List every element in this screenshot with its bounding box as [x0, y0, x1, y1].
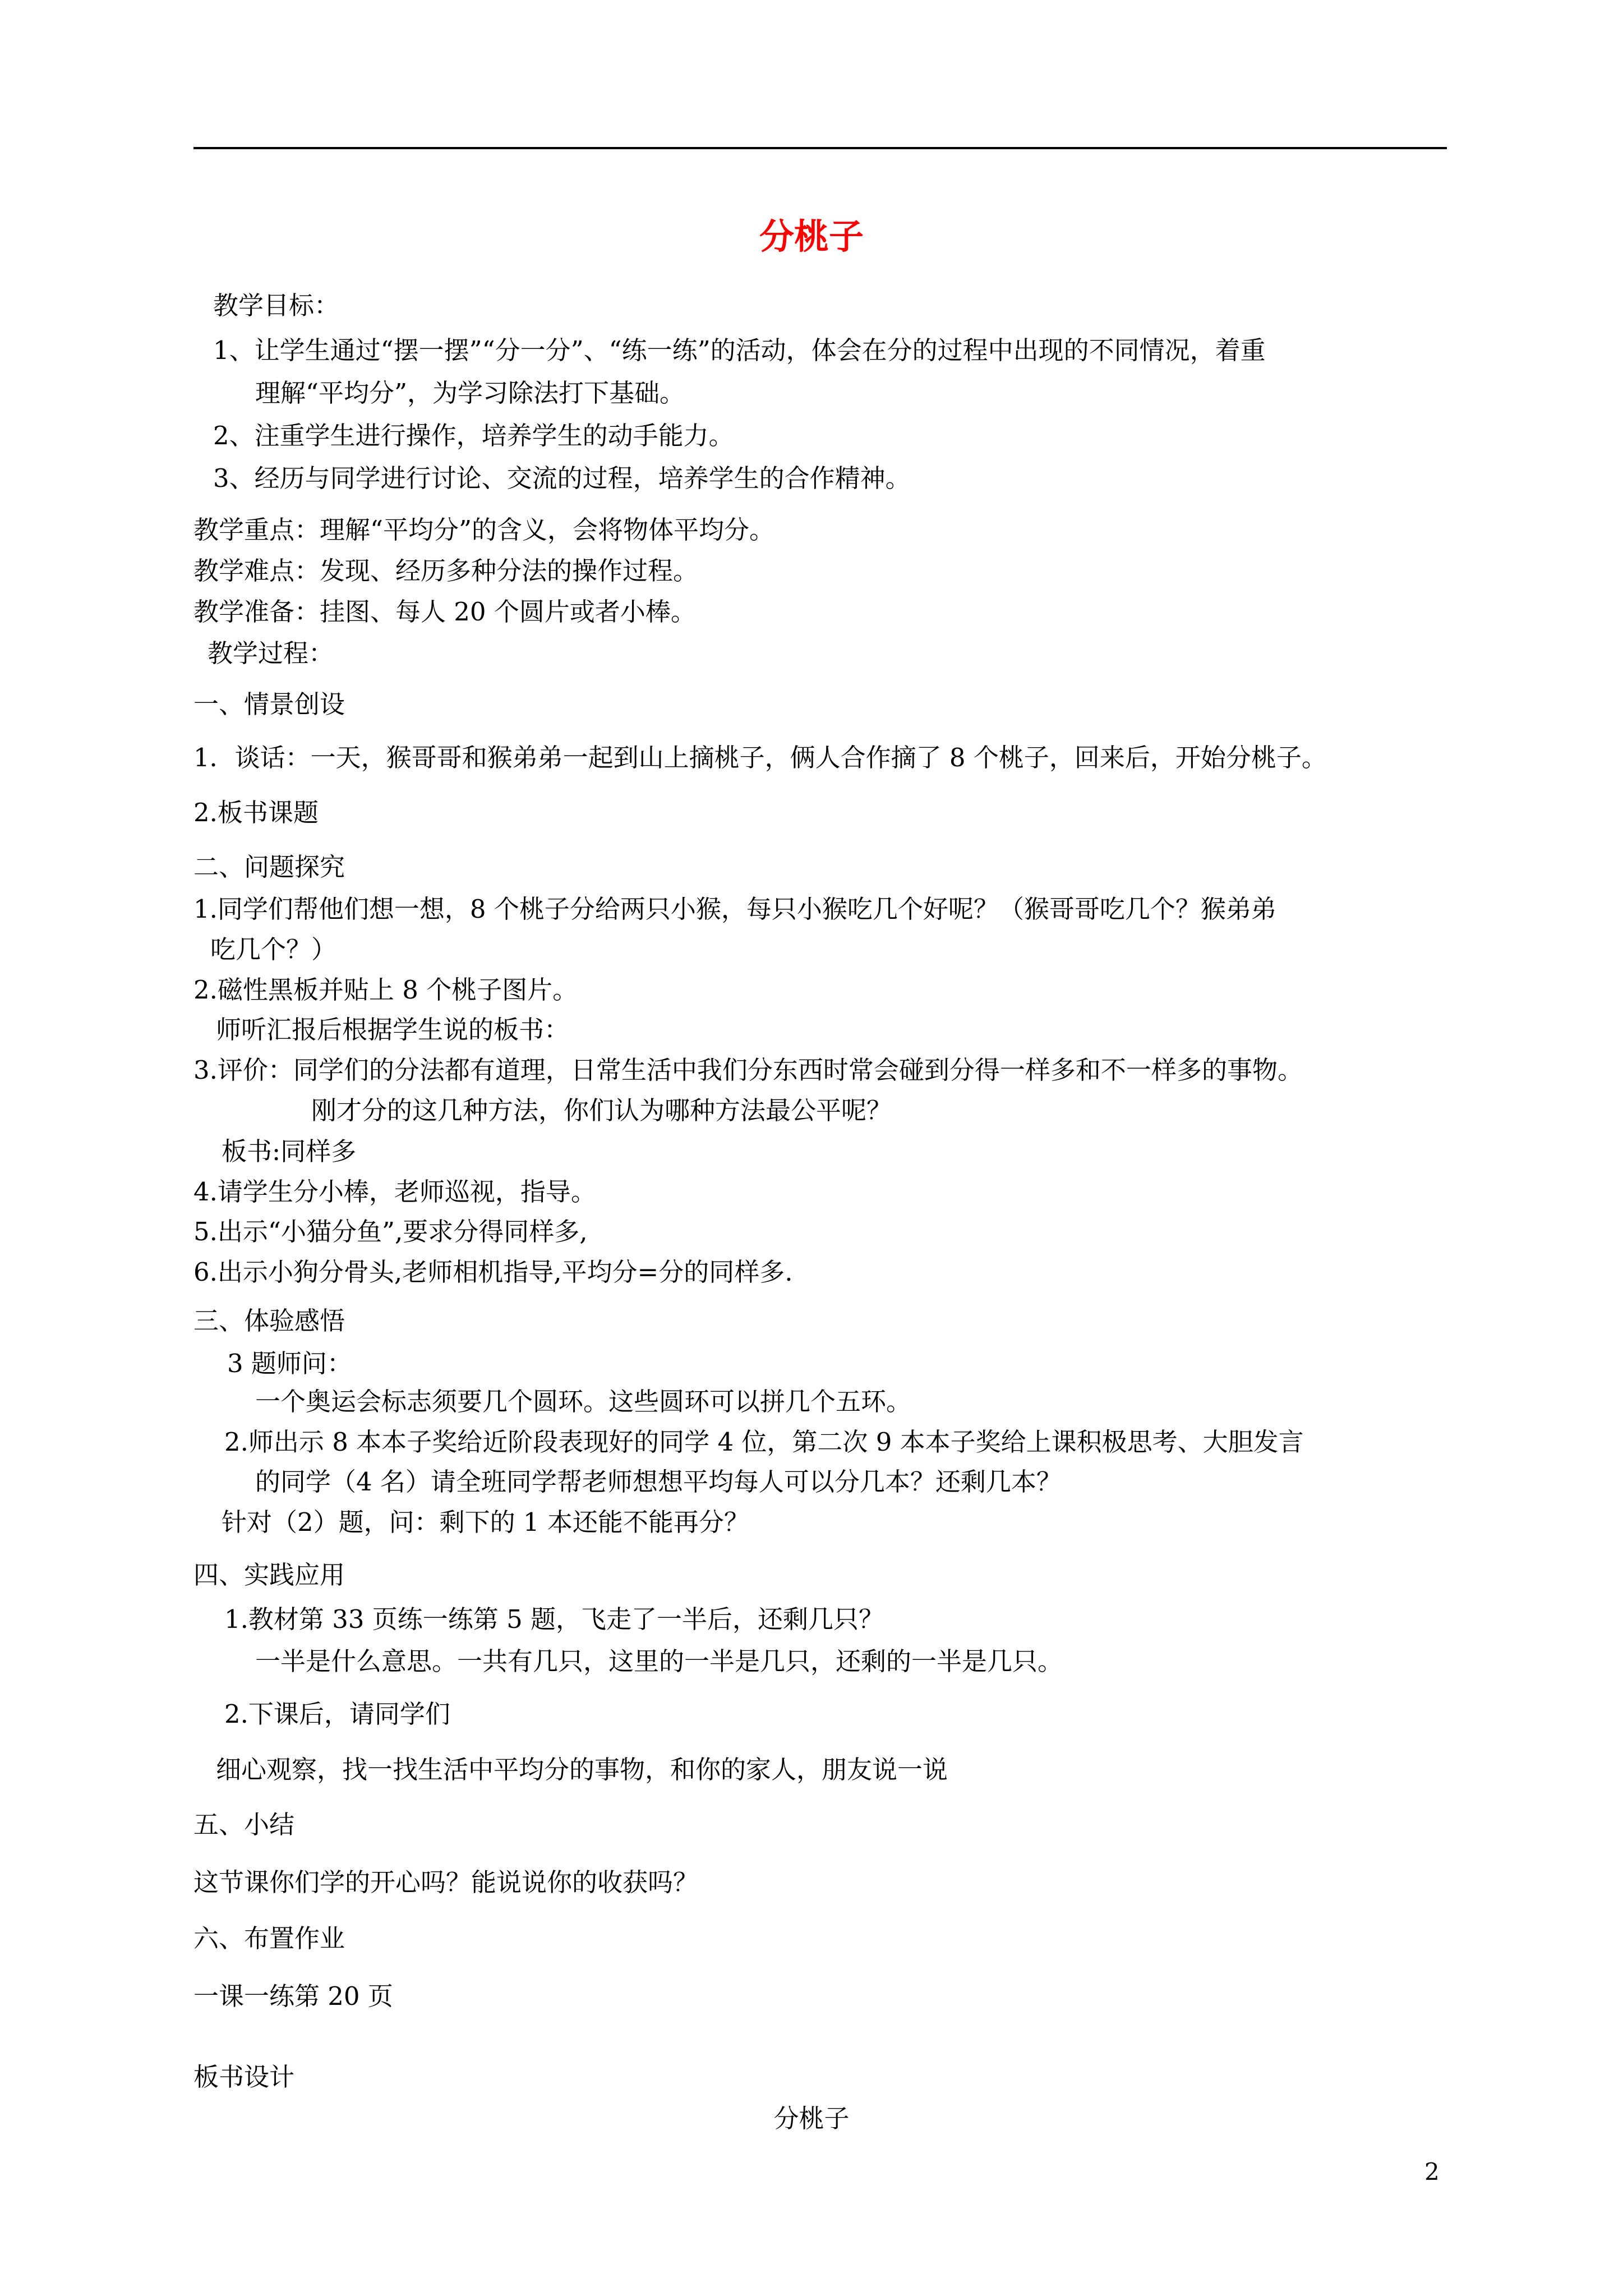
text-line: 刚才分的这几种方法，你们认为哪种方法最公平呢？ — [311, 1096, 892, 1125]
text-line: 这节课你们学的开心吗？能说说你的收获吗？ — [193, 1867, 699, 1897]
text-line: 一个奥运会标志须要几个圆环。这些圆环可以拼几个五环。 — [255, 1387, 912, 1416]
page-number: 2 — [1424, 2158, 1440, 2185]
text-line: 师听汇报后根据学生说的板书： — [216, 1015, 570, 1045]
section-heading: 四、实践应用 — [193, 1560, 345, 1590]
text-line: 1．谈话：一天，猴哥哥和猴弟弟一起到山上摘桃子，俩人合作摘了 8 个桃子，回来后，开始分桃子。 — [193, 743, 1327, 772]
text-line: 5.出示“小猫分鱼”,要求分得同样多, — [193, 1217, 588, 1246]
board-title: 分桃子 — [773, 2104, 850, 2133]
text-line: 吃几个？） — [210, 935, 337, 964]
text-line: 1.同学们帮他们想一想，8 个桃子分给两只小猴，每只小猴吃几个好呢？（猴哥哥吃几个？猴弟弟 — [193, 894, 1276, 924]
text-line: 3、经历与同学进行讨论、交流的过程，培养学生的合作精神。 — [213, 463, 911, 493]
text-line: 2.下课后，请同学们 — [224, 1699, 450, 1729]
text-line: 3.评价：同学们的分法都有道理，日常生活中我们分东西时常会碰到分得一样多和不一样多的事物。 — [193, 1055, 1303, 1085]
text-line: 教学过程： — [208, 638, 334, 668]
text-line: 教学准备：挂图、每人 20 个圆片或者小棒。 — [193, 597, 696, 627]
text-line: 2.磁性黑板并贴上 8 个桃子图片。 — [193, 975, 578, 1005]
text-line: 教学难点：发现、经历多种分法的操作过程。 — [193, 556, 699, 586]
text-line: 1.教材第 33 页练一练第 5 题，飞走了一半后，还剩几只？ — [224, 1604, 884, 1634]
text-line: 细心观察，找一找生活中平均分的事物，和你的家人，朋友说一说 — [216, 1755, 948, 1784]
text-line: 6.出示小狗分骨头,老师相机指导,平均分=分的同样多. — [193, 1257, 793, 1287]
text-line: 2.师出示 8 本本子奖给近阶段表现好的同学 4 位，第二次 9 本本子奖给上课积极思考、大胆发言 — [224, 1427, 1304, 1457]
text-line: 2、注重学生进行操作，培养学生的动手能力。 — [213, 421, 734, 450]
text-line: 板书设计 — [193, 2062, 295, 2092]
section-heading: 一、情景创设 — [193, 689, 345, 719]
text-line: 教学目标： — [213, 291, 340, 320]
header-rule — [193, 147, 1447, 149]
page-title: 分桃子 — [759, 216, 864, 257]
text-line: 3 题师问： — [227, 1349, 352, 1378]
text-line: 1、让学生通过“摆一摆”“分一分”、“练一练”的活动，体会在分的过程中出现的不同情况，着重 — [213, 335, 1266, 365]
text-line: 一课一练第 20 页 — [193, 1981, 393, 2011]
text-line: 的同学（4 名）请全班同学帮老师想想平均每人可以分几本？还剩几本？ — [255, 1467, 1062, 1497]
text-line: 2.板书课题 — [193, 798, 319, 827]
section-heading: 二、问题探究 — [193, 852, 345, 882]
text-line: 理解“平均分”，为学习除法打下基础。 — [255, 378, 685, 408]
text-line: 教学重点：理解“平均分”的含义，会将物体平均分。 — [193, 515, 775, 545]
text-line: 针对（2）题，问：剩下的 1 本还能不能再分？ — [222, 1507, 749, 1537]
section-heading: 六、布置作业 — [193, 1924, 345, 1953]
text-line: 板书:同样多 — [222, 1137, 357, 1166]
section-heading: 五、小结 — [193, 1810, 295, 1839]
text-line: 4.请学生分小棒，老师巡视，指导。 — [193, 1177, 596, 1207]
section-heading: 三、体验感悟 — [193, 1306, 345, 1336]
text-line: 一半是什么意思。一共有几只，这里的一半是几只，还剩的一半是几只。 — [255, 1646, 1063, 1676]
